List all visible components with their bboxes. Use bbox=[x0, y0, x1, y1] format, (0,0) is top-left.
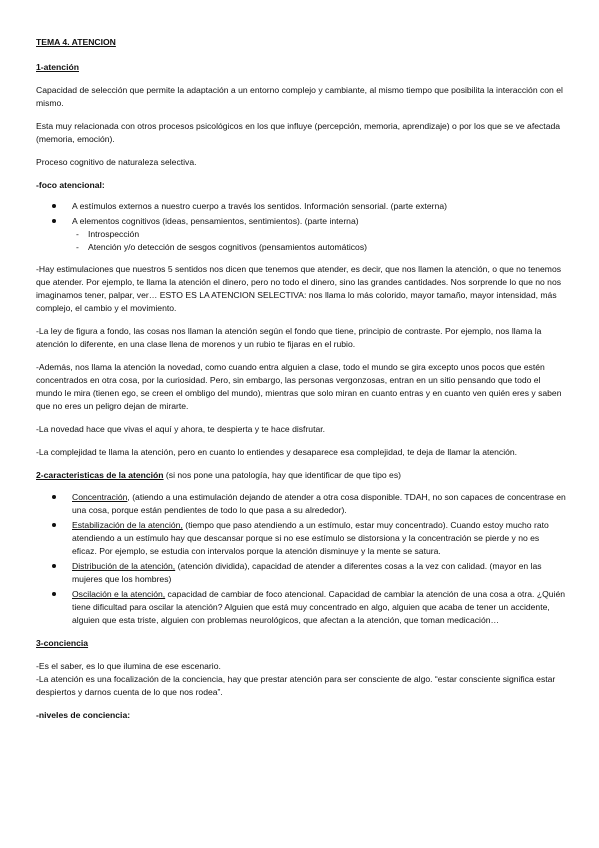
focus-sublist bbox=[72, 228, 566, 254]
section-heading-atencion: 1-atención bbox=[36, 62, 79, 72]
characteristics-list bbox=[36, 491, 566, 627]
bullet-icon bbox=[52, 495, 56, 499]
term-description: (atención dividida), capacidad de atender a diferentes cosas a la vez con calidad. (mayor en las mujeres que los hombres) bbox=[72, 561, 542, 584]
list-item bbox=[72, 560, 566, 586]
bullet-icon bbox=[52, 204, 56, 208]
paragraph: -Es el saber, es lo que ilumina de ese escenario. bbox=[36, 661, 221, 671]
term: Estabilización de la atención, bbox=[72, 520, 183, 530]
paragraph: Esta muy relacionada con otros procesos psicológicos en los que influye (percepción, memoria, aprendizaje) o por los que se ve afectada (memoria, emoción). bbox=[36, 121, 561, 144]
paragraph: Capacidad de selección que permite la adaptación a un entorno complejo y cambiante, al mismo tiempo que posibilita la interacción con el mismo. bbox=[36, 85, 563, 108]
term: Distribución de la atención, bbox=[72, 561, 176, 571]
term-description: , (atiendo a una estimulación dejando de atender a otra cosa disponible. TDAH, no son capaces de concentrase en una cosa, porque están pendientes de todo lo que pasa a su alrededor). bbox=[72, 492, 566, 515]
paragraph: Proceso cognitivo de naturaleza selectiva. bbox=[36, 157, 197, 167]
section-heading-caracteristicas: 2-caracteristicas de la atención bbox=[36, 470, 164, 480]
paragraph: -La novedad hace que vivas el aquí y ahora, te despierta y te hace disfrutar. bbox=[36, 424, 326, 434]
term-description: capacidad de cambiar de foco atencional. Capacidad de cambiar la atención de una cosa a otra. ¿Quién tiene dificultad para oscilar la atención? Alguien que está muy concentrado en algo, alguien que acaba de tener un accidente, alguien que esta triste, alguien con problemas neurológicos, que afectan a la atención, que toman medicación… bbox=[72, 589, 566, 625]
levels-subheading: -niveles de conciencia: bbox=[36, 710, 131, 720]
list-item-text: A elementos cognitivos (ideas, pensamientos, sentimientos). (parte interna) bbox=[72, 216, 359, 226]
term: Concentración bbox=[72, 492, 128, 502]
paragraph: -Además, nos llama la atención la novedad, como cuando entra alguien a clase, todo el mundo se gira excepto unos pocos que estén concentrados en otra cosa, por la curiosidad. Pero, sin embargo, las personas vergonzosas, entran en un sitio pensando que todo el mundo le mira (tienen ego, se creen el ombligo del mundo), mientras que solo miran en cuanto entras y en cuanto ven quién eres y saben que no eres un peligro dejan de mirarte. bbox=[36, 362, 562, 411]
focus-subheading: -foco atencional: bbox=[36, 180, 105, 190]
list-item bbox=[72, 200, 566, 213]
sublist-item-text: Atención y/o detección de sesgos cognitivos (pensamientos automáticos) bbox=[88, 242, 367, 252]
bullet-icon bbox=[52, 564, 56, 568]
sublist-item bbox=[76, 241, 566, 254]
paragraph: -Hay estimulaciones que nuestros 5 sentidos nos dicen que tenemos que atender, es decir, que nos llamen la atención, o que no tenemos que atender. Por ejemplo, te llama la atención el dinero, pero no todo el dinero, sino las grandes cantidades. Nos sorprende lo que no nos imaginamos tener, palpar, ver… ESTO ES LA ATENCION SELECTIVA: nos llama lo más colorido, mayor tamaño, mayor intensidad, más complejo, el cambio y el movimiento. bbox=[36, 264, 562, 313]
bullet-icon bbox=[52, 219, 56, 223]
paragraph: -La ley de figura a fondo, las cosas nos llaman la atención según el fondo que tiene, principio de contraste. Por ejemplo, nos llama la atención lo diferente, en una clase llena de morenos y un rubio te fijaras en el rubio. bbox=[36, 326, 542, 349]
paragraph: -La complejidad te llama la atención, pero en cuanto lo entiendes y desaparece esa complejidad, te deja de llamar la atención. bbox=[36, 447, 518, 457]
dash-icon: - bbox=[76, 242, 79, 252]
bullet-icon bbox=[52, 523, 56, 527]
document-title: TEMA 4. ATENCION bbox=[36, 37, 116, 47]
sublist-item-text: Introspección bbox=[88, 229, 140, 239]
list-item-text: A estímulos externos a nuestro cuerpo a través los sentidos. Información sensorial. (parte externa) bbox=[72, 201, 447, 211]
list-item bbox=[72, 588, 566, 627]
sublist-item bbox=[76, 228, 566, 241]
focus-list bbox=[36, 200, 566, 254]
list-item bbox=[72, 215, 566, 254]
list-item bbox=[72, 491, 566, 517]
term: Oscilación e la atención, bbox=[72, 589, 166, 599]
dash-icon: - bbox=[76, 229, 79, 239]
section-heading-note: (si nos pone una patología, hay que identificar de que tipo es) bbox=[163, 470, 401, 480]
paragraph: -La atención es una focalización de la conciencia, hay que prestar atención para ser consciente de algo. “estar consciente significa estar despiertos y darnos cuenta de lo que nos rodea”. bbox=[36, 674, 556, 697]
term-description: (tiempo que paso atendiendo a un estímulo, estar muy concentrado). Cuando estoy mucho rato atendiendo a un estímulo hay que descansar porque si no ese estímulo se distorsiona y la concentración se pierde y no es eficaz. Por ejemplo, se estudia con intervalos porque la atención disminuye y la mente se satura. bbox=[72, 520, 549, 556]
document-page bbox=[36, 36, 566, 730]
bullet-icon bbox=[52, 592, 56, 596]
section-heading-caracteristicas-row bbox=[36, 469, 566, 482]
section-heading-conciencia: 3-conciencia bbox=[36, 638, 89, 648]
list-item bbox=[72, 519, 566, 558]
